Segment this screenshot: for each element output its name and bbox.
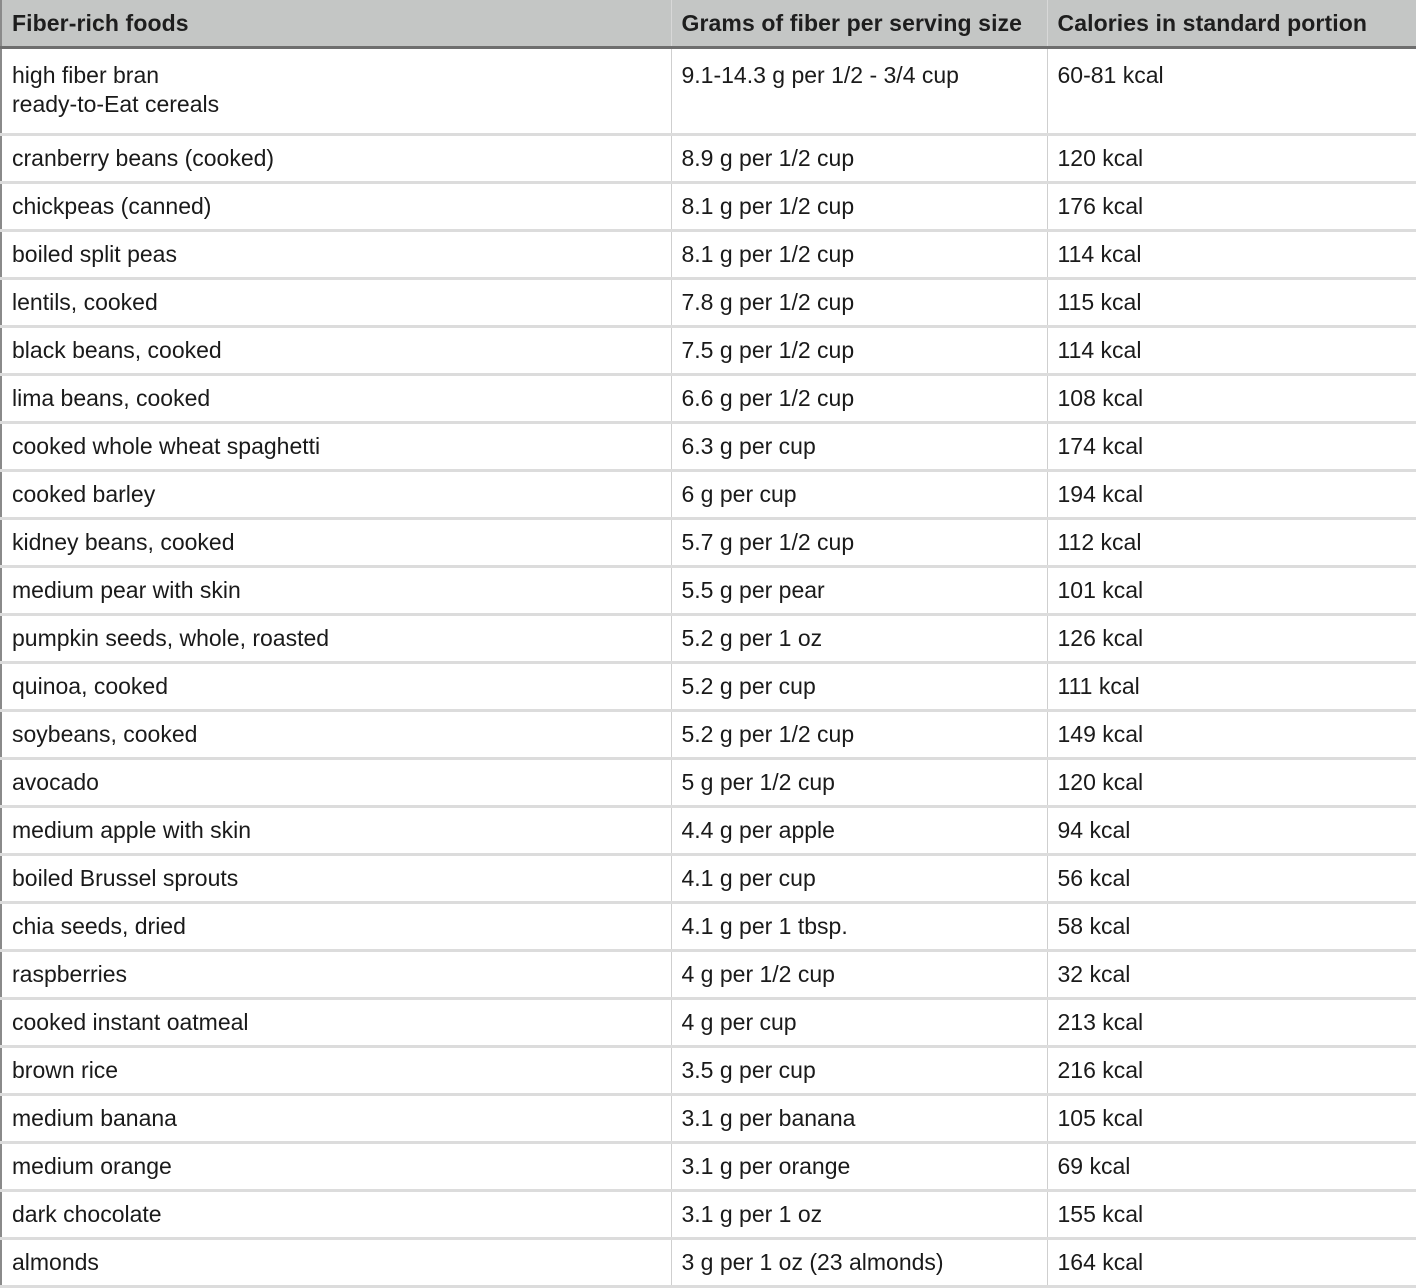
fiber-cell: 3.1 g per orange (671, 1143, 1047, 1191)
calories-cell: 60-81 kcal (1047, 48, 1416, 135)
food-cell: medium orange (1, 1143, 671, 1191)
fiber-cell: 6.3 g per cup (671, 423, 1047, 471)
header-row (1, 0, 1416, 48)
fiber-cell: 5 g per 1/2 cup (671, 759, 1047, 807)
table-row (1, 423, 1416, 471)
fiber-cell: 5.7 g per 1/2 cup (671, 519, 1047, 567)
fiber-cell: 9.1-14.3 g per 1/2 - 3/4 cup (671, 48, 1047, 135)
food-cell: dark chocolate (1, 1191, 671, 1239)
table-row (1, 951, 1416, 999)
table-row (1, 135, 1416, 183)
food-cell: quinoa, cooked (1, 663, 671, 711)
table-row (1, 903, 1416, 951)
column-header-fiber: Grams of fiber per serving size (671, 0, 1047, 48)
calories-cell: 164 kcal (1047, 1239, 1416, 1287)
calories-cell: 108 kcal (1047, 375, 1416, 423)
fiber-cell: 4.1 g per cup (671, 855, 1047, 903)
food-cell: chickpeas (canned) (1, 183, 671, 231)
fiber-cell: 4.4 g per apple (671, 807, 1047, 855)
fiber-cell: 3 g per 1 oz (23 almonds) (671, 1239, 1047, 1287)
fiber-cell: 8.1 g per 1/2 cup (671, 231, 1047, 279)
column-header-food: Fiber-rich foods (1, 0, 671, 48)
table-row (1, 1191, 1416, 1239)
food-cell (1, 48, 671, 135)
calories-cell: 149 kcal (1047, 711, 1416, 759)
calories-cell: 120 kcal (1047, 759, 1416, 807)
table-row (1, 1239, 1416, 1287)
food-cell: boiled Brussel sprouts (1, 855, 671, 903)
calories-cell: 120 kcal (1047, 135, 1416, 183)
fiber-cell: 6 g per cup (671, 471, 1047, 519)
table-row (1, 519, 1416, 567)
table-row (1, 663, 1416, 711)
fiber-cell: 3.5 g per cup (671, 1047, 1047, 1095)
calories-cell: 58 kcal (1047, 903, 1416, 951)
fiber-cell: 5.2 g per 1/2 cup (671, 711, 1047, 759)
food-cell: raspberries (1, 951, 671, 999)
food-name-line: high fiber bran (12, 62, 160, 88)
calories-cell: 69 kcal (1047, 1143, 1416, 1191)
table-row (1, 807, 1416, 855)
food-cell: brown rice (1, 1047, 671, 1095)
calories-cell: 105 kcal (1047, 1095, 1416, 1143)
fiber-cell: 4 g per cup (671, 999, 1047, 1047)
food-cell: boiled split peas (1, 231, 671, 279)
table-row (1, 1143, 1416, 1191)
food-cell: pumpkin seeds, whole, roasted (1, 615, 671, 663)
calories-cell: 155 kcal (1047, 1191, 1416, 1239)
table-row (1, 279, 1416, 327)
calories-cell: 213 kcal (1047, 999, 1416, 1047)
food-cell: chia seeds, dried (1, 903, 671, 951)
fiber-cell: 5.5 g per pear (671, 567, 1047, 615)
table-row (1, 615, 1416, 663)
calories-cell: 56 kcal (1047, 855, 1416, 903)
table-row (1, 471, 1416, 519)
table-row (1, 183, 1416, 231)
food-cell: lentils, cooked (1, 279, 671, 327)
food-cell: cooked barley (1, 471, 671, 519)
food-cell: cooked whole wheat spaghetti (1, 423, 671, 471)
fiber-cell: 6.6 g per 1/2 cup (671, 375, 1047, 423)
calories-cell: 32 kcal (1047, 951, 1416, 999)
table-row (1, 48, 1416, 135)
calories-cell: 114 kcal (1047, 231, 1416, 279)
table-row (1, 1095, 1416, 1143)
fiber-cell: 8.9 g per 1/2 cup (671, 135, 1047, 183)
food-cell: avocado (1, 759, 671, 807)
calories-cell: 101 kcal (1047, 567, 1416, 615)
food-cell: almonds (1, 1239, 671, 1287)
food-cell: cranberry beans (cooked) (1, 135, 671, 183)
food-cell: lima beans, cooked (1, 375, 671, 423)
table-row (1, 231, 1416, 279)
food-cell: black beans, cooked (1, 327, 671, 375)
calories-cell: 126 kcal (1047, 615, 1416, 663)
calories-cell: 216 kcal (1047, 1047, 1416, 1095)
calories-cell: 176 kcal (1047, 183, 1416, 231)
fiber-cell: 3.1 g per banana (671, 1095, 1047, 1143)
fiber-cell: 5.2 g per 1 oz (671, 615, 1047, 663)
calories-cell: 111 kcal (1047, 663, 1416, 711)
fiber-cell: 5.2 g per cup (671, 663, 1047, 711)
table-row (1, 1047, 1416, 1095)
fiber-cell: 8.1 g per 1/2 cup (671, 183, 1047, 231)
calories-cell: 194 kcal (1047, 471, 1416, 519)
food-cell: medium apple with skin (1, 807, 671, 855)
food-name-line: ready-to-Eat cereals (12, 91, 220, 117)
food-cell: cooked instant oatmeal (1, 999, 671, 1047)
column-header-calories: Calories in standard portion (1047, 0, 1416, 48)
fiber-cell: 7.8 g per 1/2 cup (671, 279, 1047, 327)
table-row (1, 855, 1416, 903)
fiber-cell: 4 g per 1/2 cup (671, 951, 1047, 999)
table-row (1, 759, 1416, 807)
calories-cell: 94 kcal (1047, 807, 1416, 855)
calories-cell: 114 kcal (1047, 327, 1416, 375)
calories-cell: 174 kcal (1047, 423, 1416, 471)
table-row (1, 999, 1416, 1047)
food-cell: medium pear with skin (1, 567, 671, 615)
food-cell: soybeans, cooked (1, 711, 671, 759)
table-row (1, 375, 1416, 423)
calories-cell: 115 kcal (1047, 279, 1416, 327)
fiber-cell: 3.1 g per 1 oz (671, 1191, 1047, 1239)
table-row (1, 567, 1416, 615)
table-row (1, 327, 1416, 375)
calories-cell: 112 kcal (1047, 519, 1416, 567)
table-row (1, 711, 1416, 759)
fiber-cell: 4.1 g per 1 tbsp. (671, 903, 1047, 951)
food-cell: kidney beans, cooked (1, 519, 671, 567)
food-cell: medium banana (1, 1095, 671, 1143)
fiber-cell: 7.5 g per 1/2 cup (671, 327, 1047, 375)
